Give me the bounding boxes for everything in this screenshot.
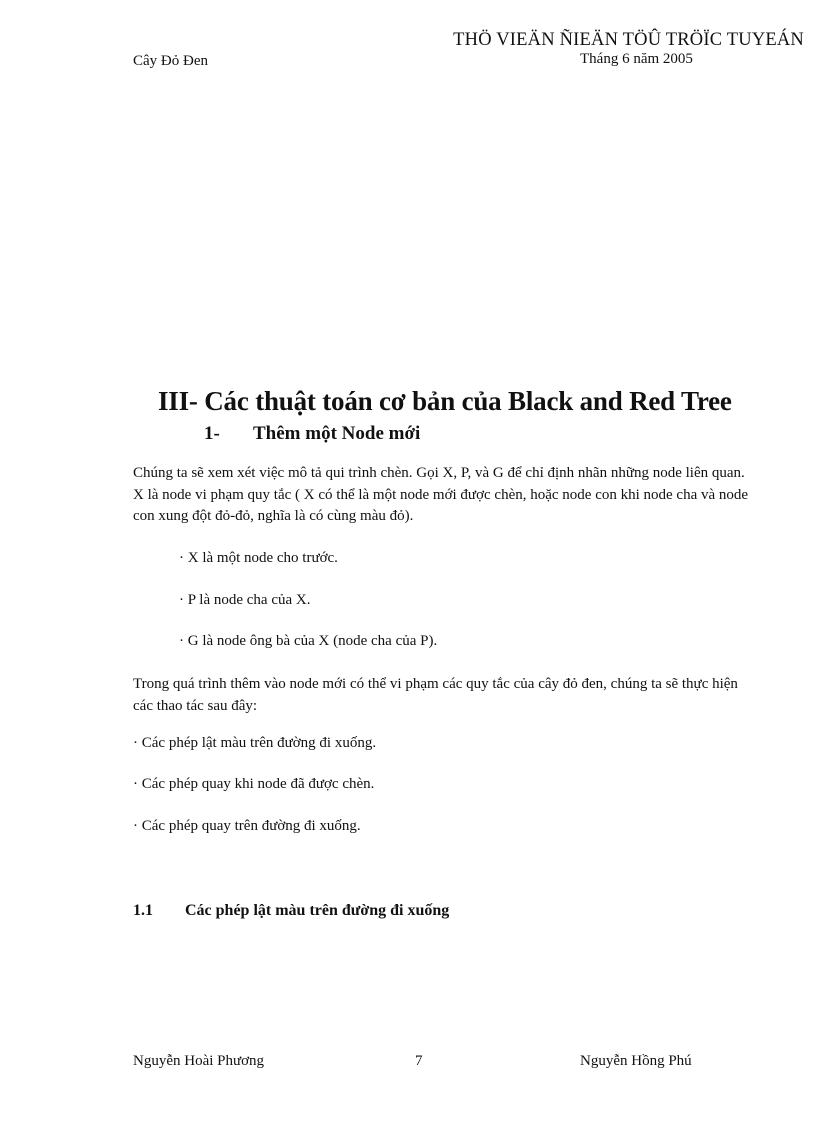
subheading-title: Thêm một Node mới xyxy=(253,423,421,444)
footer-author-right: Nguyễn Hồng Phú xyxy=(580,1053,692,1069)
definition-item: · P là node cha của X. xyxy=(179,592,311,608)
footer-author-left: Nguyễn Hoài Phương xyxy=(133,1053,265,1069)
operation-item: · Các phép quay khi node đã được chèn. xyxy=(133,776,375,792)
subsection-title: Các phép lật màu trên đường đi xuống xyxy=(185,902,450,919)
definition-item: · G là node ông bà của X (node cha của P). xyxy=(179,633,438,649)
operation-item: · Các phép quay trên đường đi xuống. xyxy=(133,818,361,834)
page-number: 7 xyxy=(415,1053,423,1069)
subsection-number: 1.1 xyxy=(133,902,153,919)
intro-paragraph: Chúng ta sẽ xem xét việc mô tả qui trình chèn. Gọi X, P, và G để chỉ định nhãn những node liên quan. X là node vi phạm quy tắc ( X có thể là một node mới được chèn, hoặc node con khi node cha và node con xung đột đỏ-đỏ, nghĩa là có cùng màu đỏ). xyxy=(133,465,749,524)
definition-item: · X là một node cho trước. xyxy=(179,550,338,566)
section-heading: III- Các thuật toán cơ bản của Black and Red Tree xyxy=(158,386,732,416)
subheading-number: 1- xyxy=(204,423,220,444)
document-title: Cây Đỏ Đen xyxy=(133,53,208,69)
document-date: Tháng 6 năm 2005 xyxy=(580,51,693,67)
site-watermark: THÖ VIEÄN ÑIEÄN TÖÛ TRÖÏC TUYEÁN xyxy=(453,30,804,50)
operation-item: · Các phép lật màu trên đường đi xuống. xyxy=(133,735,377,751)
operations-intro-paragraph: Trong quá trình thêm vào node mới có thể vi phạm các quy tắc của cây đỏ đen, chúng ta sẽ thực hiện các thao tác sau đây: xyxy=(133,676,738,714)
